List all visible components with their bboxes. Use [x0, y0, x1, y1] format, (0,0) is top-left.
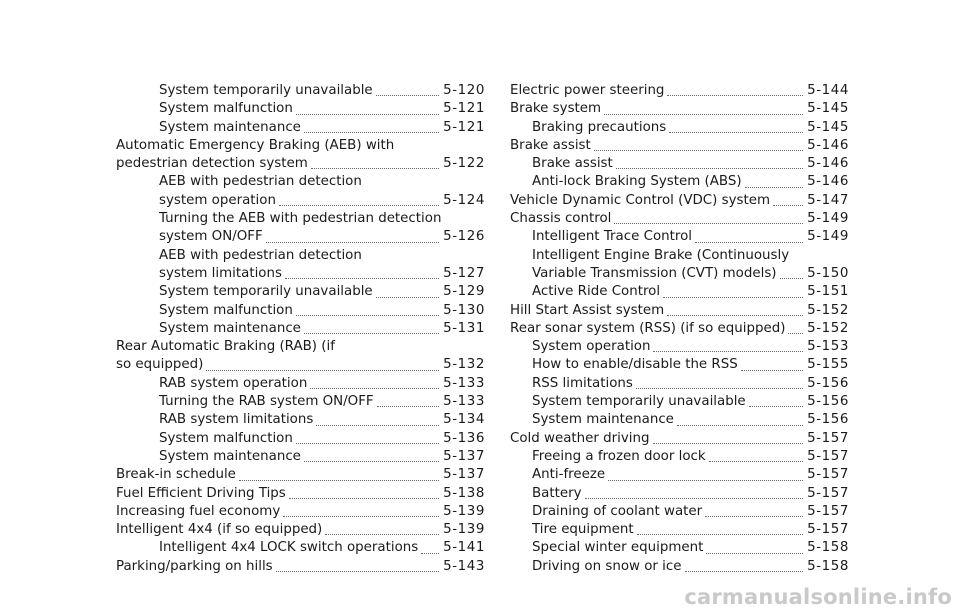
- toc-entry-text: Fuel Efficient Driving Tips: [116, 485, 286, 501]
- toc-entry-text: Turning the RAB system ON/OFF: [159, 394, 374, 410]
- dot-leader: [614, 223, 803, 224]
- dot-leader: [788, 333, 803, 334]
- dot-leader: [296, 315, 439, 316]
- toc-entry-label: [159, 411, 443, 429]
- toc-entry[interactable]: [510, 137, 849, 155]
- toc-entry-text: RAB system limitations: [159, 412, 314, 428]
- toc-entry-text: Cold weather driving: [510, 430, 650, 446]
- toc-entry-label: [116, 466, 443, 484]
- toc-entry-label: [159, 283, 443, 301]
- dot-leader: [296, 114, 439, 115]
- toc-entry-text: Vehicle Dynamic Control (VDC) system: [510, 192, 771, 208]
- toc-entry-text: Intelligent 4x4 LOCK switch operations: [159, 540, 419, 556]
- toc-page-number: 5-134: [443, 412, 485, 428]
- toc-page-number: 5-146: [807, 156, 849, 172]
- toc-page-number: 5-147: [807, 192, 849, 208]
- toc-entry[interactable]: [510, 521, 849, 539]
- toc-page-number: 5-121: [443, 119, 485, 135]
- toc-entry[interactable]: [510, 448, 849, 466]
- toc-entry[interactable]: [116, 210, 485, 247]
- toc-entry-label: [532, 539, 807, 557]
- dot-leader: [289, 498, 439, 499]
- dot-leader: [283, 516, 439, 517]
- toc-page-number: 5-136: [443, 430, 485, 446]
- toc-entry-text: Intelligent Trace Control: [532, 229, 692, 245]
- toc-entry-text: Braking precautions: [532, 119, 667, 135]
- toc-entry-text: System maintenance: [532, 412, 674, 428]
- toc-entry[interactable]: [116, 302, 485, 320]
- toc-entry-text: pedestrian detection system: [116, 156, 308, 172]
- toc-entry-text: System temporarily unavailable: [159, 284, 373, 300]
- toc-entry-text: Electric power steering: [510, 83, 665, 98]
- toc-entry[interactable]: [510, 356, 849, 374]
- dot-leader: [685, 571, 804, 572]
- toc-entry-text: RAB system operation: [159, 375, 308, 391]
- toc-entry-text: Freeing a frozen door lock: [532, 448, 706, 464]
- dot-leader: [663, 297, 803, 298]
- toc-entry-text: Brake assist: [510, 137, 591, 153]
- dot-leader: [616, 168, 803, 169]
- toc-entry[interactable]: [116, 173, 485, 210]
- toc-page-number: 5-145: [807, 119, 849, 135]
- toc-entry[interactable]: [116, 430, 485, 448]
- toc-entry[interactable]: [510, 411, 849, 429]
- dot-leader: [266, 242, 439, 243]
- toc-page-number: 5-157: [807, 430, 849, 446]
- toc-page-number: 5-156: [807, 412, 849, 428]
- toc-entry-label: [159, 100, 443, 118]
- toc-entry-label: [116, 485, 443, 503]
- toc-entry-label: [159, 302, 443, 320]
- toc-entry-label: [532, 173, 807, 191]
- toc-page-number: 5-137: [443, 467, 485, 483]
- toc-entry-label: [510, 82, 807, 100]
- dot-leader: [677, 425, 803, 426]
- toc-page-number: 5-129: [443, 284, 485, 300]
- toc-entry-text: System temporarily unavailable: [159, 83, 373, 98]
- toc-entry-text: System maintenance: [159, 119, 301, 135]
- toc-entry[interactable]: [116, 119, 485, 137]
- dot-leader: [706, 553, 803, 554]
- toc-entry-text: Driving on snow or ice: [532, 558, 682, 574]
- dot-leader: [705, 516, 803, 517]
- toc-page-number: 5-156: [807, 375, 849, 391]
- toc-entry-text: Turning the AEB with pedestrian detection: [159, 211, 442, 227]
- dot-leader: [285, 278, 439, 279]
- toc-entry-label: [116, 503, 443, 521]
- toc-entry-label: [532, 338, 807, 356]
- toc-entry[interactable]: [116, 485, 485, 503]
- toc-entry-label: [159, 448, 443, 466]
- toc-entry-text: so equipped): [116, 357, 204, 373]
- toc-entry-text: Active Ride Control: [532, 284, 661, 300]
- toc-entry-text: Intelligent 4x4 (if so equipped): [116, 522, 323, 538]
- toc-entry[interactable]: [116, 375, 485, 393]
- toc-entry-label: [510, 320, 807, 338]
- dot-leader: [206, 370, 439, 371]
- toc-page-number: 5-157: [807, 467, 849, 483]
- toc-page-number: 5-155: [807, 357, 849, 373]
- dot-leader: [741, 370, 803, 371]
- toc-entry-text: Break-in schedule: [116, 467, 236, 483]
- dot-leader: [585, 498, 804, 499]
- dot-leader: [311, 168, 439, 169]
- toc-entry[interactable]: [116, 411, 485, 429]
- toc-page-number: 5-157: [807, 485, 849, 501]
- toc-entry-label: [532, 228, 807, 246]
- toc-page-number: 5-130: [443, 302, 485, 318]
- toc-page-number: 5-157: [807, 522, 849, 538]
- toc-entry-text: Brake system: [510, 101, 602, 117]
- toc-entry-text: AEB with pedestrian detection: [159, 247, 362, 263]
- toc-entry-text: RSS limitations: [532, 375, 633, 391]
- toc-entry[interactable]: [116, 100, 485, 118]
- dot-leader: [745, 187, 803, 188]
- toc-entry-text: Brake assist: [532, 156, 613, 172]
- dot-leader: [376, 297, 439, 298]
- toc-entry-text: Rear sonar system (RSS) (if so equipped): [510, 320, 786, 336]
- toc-entry-label: [510, 302, 807, 320]
- toc-entry[interactable]: [510, 338, 849, 356]
- toc-page-number: 5-157: [807, 503, 849, 519]
- toc-entry[interactable]: [510, 430, 849, 448]
- dot-leader: [695, 242, 803, 243]
- toc-page-number: 5-120: [443, 83, 485, 98]
- toc-page-number: 5-152: [807, 320, 849, 336]
- toc-entry-label: [532, 283, 807, 301]
- toc-page-number: 5-145: [807, 101, 849, 117]
- toc-entry-text: Anti-lock Braking System (ABS): [532, 174, 742, 190]
- toc-entry[interactable]: [116, 503, 485, 521]
- toc-entry[interactable]: [510, 210, 849, 228]
- toc-entry[interactable]: [510, 173, 849, 191]
- dot-leader: [279, 205, 439, 206]
- toc-entry-label: [116, 521, 443, 539]
- toc-entry[interactable]: [116, 338, 485, 375]
- toc-entry-label: [532, 155, 807, 173]
- toc-page-number: 5-151: [807, 284, 849, 300]
- toc-entry[interactable]: [510, 228, 849, 246]
- toc-entry-label: [510, 137, 807, 155]
- toc-entry[interactable]: [510, 100, 849, 118]
- toc-entry[interactable]: [510, 485, 849, 503]
- toc-entry-text: Tire equipment: [532, 522, 634, 538]
- toc-entry-label: [532, 448, 807, 466]
- toc-entry-label: [532, 119, 807, 137]
- toc-entry-label: [116, 338, 443, 375]
- toc-entry[interactable]: [510, 539, 849, 557]
- dot-leader: [377, 406, 439, 407]
- toc-entry-text: Intelligent Engine Brake (Continuously: [532, 247, 790, 263]
- toc-entry-text: Chassis control: [510, 211, 612, 227]
- dot-leader: [310, 388, 439, 389]
- toc-entry-label: [532, 521, 807, 539]
- toc-entry-text: System malfunction: [159, 430, 293, 446]
- toc-page-number: 5-124: [443, 192, 485, 208]
- toc-entry-text: Battery: [532, 485, 582, 501]
- dot-leader: [296, 443, 439, 444]
- toc-entry-text: Increasing fuel economy: [116, 503, 281, 519]
- toc-entry-text: Variable Transmission (CVT) models): [532, 265, 777, 281]
- toc-page-number: 5-127: [443, 265, 485, 281]
- dot-leader: [667, 95, 803, 96]
- toc-entry-text: system limitations: [159, 265, 282, 281]
- toc-page-number: 5-138: [443, 485, 485, 501]
- toc-entry[interactable]: [510, 283, 849, 301]
- dot-leader: [709, 461, 803, 462]
- toc-page-number: 5-143: [443, 558, 485, 574]
- toc-entry-text: System temporarily unavailable: [532, 394, 746, 410]
- toc-entry[interactable]: [510, 320, 849, 338]
- toc-page-number: 5-146: [807, 174, 849, 190]
- toc-page-number: 5-121: [443, 101, 485, 117]
- toc-entry[interactable]: [116, 558, 485, 576]
- dot-leader: [376, 95, 439, 96]
- toc-entry[interactable]: [116, 247, 485, 284]
- toc-entry-label: [532, 485, 807, 503]
- toc-entry[interactable]: [510, 119, 849, 137]
- toc-page-number: 5-139: [443, 503, 485, 519]
- toc-entry-label: [116, 558, 443, 576]
- toc-entry[interactable]: [510, 393, 849, 411]
- toc-entry-label: [532, 393, 807, 411]
- toc-entry-text: Anti-freeze: [532, 467, 606, 483]
- toc-entry-label: [532, 247, 807, 284]
- dot-leader: [667, 315, 803, 316]
- toc-entry-label: [159, 247, 443, 284]
- toc-page-number: 5-133: [443, 394, 485, 410]
- toc-entry[interactable]: [116, 539, 485, 557]
- toc-entry-label: [532, 411, 807, 429]
- toc-entry-label: [532, 375, 807, 393]
- toc-page-number: 5-141: [443, 540, 485, 556]
- toc-column-right: [510, 82, 849, 576]
- toc-entry-text: System operation: [532, 339, 651, 355]
- toc-entry-label: [159, 82, 443, 100]
- dot-leader: [239, 480, 439, 481]
- toc-entry-label: [116, 137, 443, 174]
- toc-entry-text: System maintenance: [159, 448, 301, 464]
- toc-page-number: 5-152: [807, 302, 849, 318]
- dot-leader: [304, 132, 439, 133]
- toc-entry-label: [159, 393, 443, 411]
- toc-page-number: 5-158: [807, 540, 849, 556]
- toc-entry[interactable]: [116, 137, 485, 174]
- toc-page-number: 5-126: [443, 229, 485, 245]
- dot-leader: [304, 461, 439, 462]
- toc-page-number: 5-157: [807, 448, 849, 464]
- toc-entry[interactable]: [510, 155, 849, 173]
- toc-entry-text: How to enable/disable the RSS: [532, 357, 738, 373]
- toc-entry-label: [510, 210, 807, 228]
- dot-leader: [669, 132, 803, 133]
- dot-leader: [637, 534, 803, 535]
- toc-entry-label: [532, 503, 807, 521]
- toc-page-number: 5-133: [443, 375, 485, 391]
- toc-entry[interactable]: [510, 192, 849, 210]
- dot-leader: [636, 388, 803, 389]
- toc-entry[interactable]: [116, 521, 485, 539]
- toc-page-number: 5-158: [807, 558, 849, 574]
- toc-entry-text: System malfunction: [159, 101, 293, 117]
- toc-column-left: [116, 82, 485, 576]
- toc-entry-text: Special winter equipment: [532, 540, 704, 556]
- toc-entry-text: Hill Start Assist system: [510, 302, 665, 318]
- dot-leader: [304, 333, 439, 334]
- toc-entry-label: [159, 119, 443, 137]
- dot-leader: [604, 114, 803, 115]
- toc-page-number: 5-131: [443, 320, 485, 336]
- toc-entry-label: [510, 192, 807, 210]
- dot-leader: [594, 150, 803, 151]
- toc-entry-label: [159, 539, 443, 557]
- toc-page-number: 5-156: [807, 394, 849, 410]
- dot-leader: [653, 443, 804, 444]
- toc-entry-text: system operation: [159, 192, 276, 208]
- toc-entry-text: Automatic Emergency Braking (AEB) with: [116, 137, 395, 153]
- dot-leader: [421, 553, 439, 554]
- toc-page-number: 5-146: [807, 137, 849, 153]
- toc-entry[interactable]: [510, 503, 849, 521]
- toc-entry[interactable]: [116, 283, 485, 301]
- watermark-text: carmanualsonline.info: [684, 585, 952, 609]
- dot-leader: [780, 278, 804, 279]
- toc-page-number: 5-150: [807, 265, 849, 281]
- toc-entry[interactable]: [510, 302, 849, 320]
- toc-entry-text: System maintenance: [159, 320, 301, 336]
- dot-leader: [773, 205, 803, 206]
- toc-page-number: 5-149: [807, 229, 849, 245]
- dot-leader: [653, 351, 803, 352]
- toc-entry-label: [159, 173, 443, 210]
- toc-entry[interactable]: [510, 558, 849, 576]
- toc-entry-text: Draining of coolant water: [532, 503, 703, 519]
- dot-leader: [608, 480, 803, 481]
- toc-entry[interactable]: [116, 466, 485, 484]
- toc-page-number: 5-149: [807, 211, 849, 227]
- toc-entry-text: System malfunction: [159, 302, 293, 318]
- toc-page-number: 5-144: [807, 83, 849, 98]
- toc-entry-text: Rear Automatic Braking (RAB) (if: [116, 339, 335, 355]
- toc-entry[interactable]: [510, 82, 849, 100]
- toc-entry-label: [159, 210, 443, 247]
- toc-entry[interactable]: [510, 375, 849, 393]
- toc-entry[interactable]: [116, 393, 485, 411]
- toc-entry-label: [159, 320, 443, 338]
- toc-page-number: 5-122: [443, 156, 485, 172]
- toc-entry-label: [532, 558, 807, 576]
- dot-leader: [749, 406, 803, 407]
- toc-entry-label: [532, 356, 807, 374]
- toc-entry-label: [510, 100, 807, 118]
- toc-page-number: 5-139: [443, 522, 485, 538]
- toc-entry-label: [159, 430, 443, 448]
- toc-page-number: 5-132: [443, 357, 485, 373]
- toc-entry-text: Parking/parking on hills: [116, 558, 273, 574]
- toc-page-number: 5-153: [807, 339, 849, 355]
- dot-leader: [276, 571, 439, 572]
- toc-entry[interactable]: [510, 466, 849, 484]
- toc-entry-label: [510, 430, 807, 448]
- toc-entry-label: [532, 466, 807, 484]
- toc-entry-label: [159, 375, 443, 393]
- toc-entry[interactable]: [116, 320, 485, 338]
- dot-leader: [325, 534, 439, 535]
- toc-page-number: 5-137: [443, 448, 485, 464]
- toc-entry[interactable]: [116, 82, 485, 100]
- toc-entry-text: system ON/OFF: [159, 229, 263, 245]
- dot-leader: [316, 425, 439, 426]
- toc-entry[interactable]: [116, 448, 485, 466]
- toc-entry-text: AEB with pedestrian detection: [159, 174, 362, 190]
- toc-entry[interactable]: [510, 247, 849, 284]
